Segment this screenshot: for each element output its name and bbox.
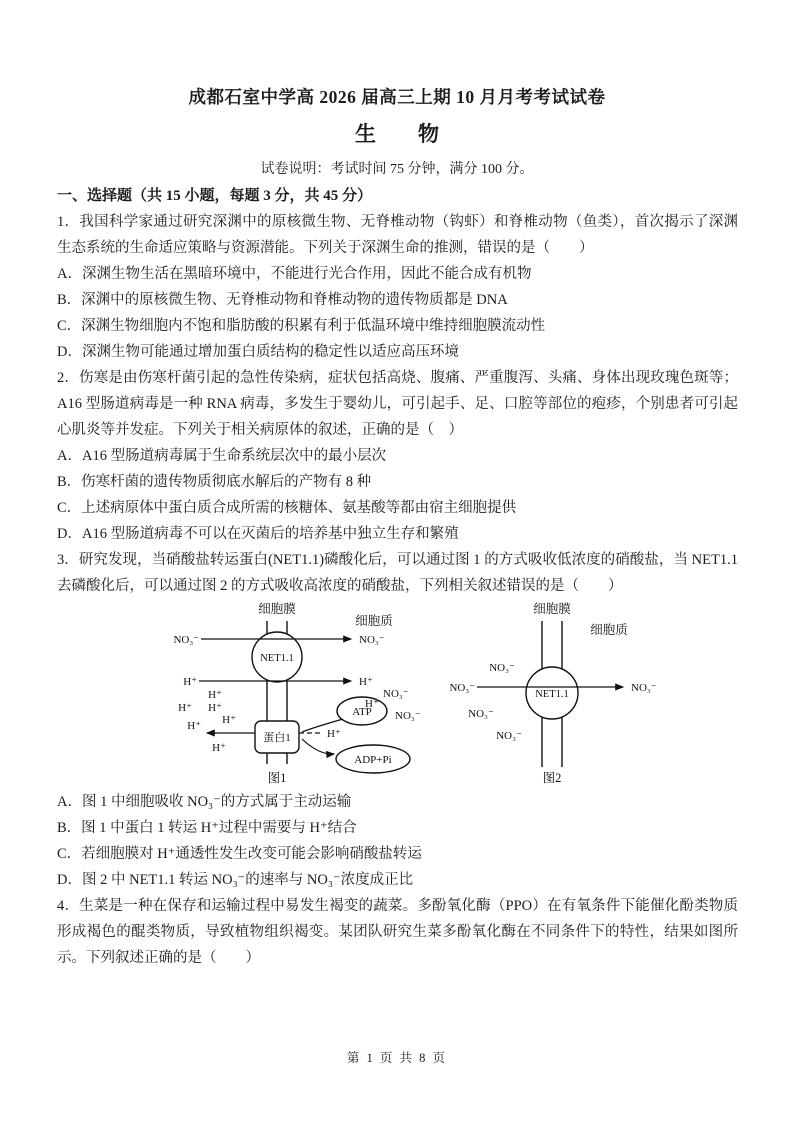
subject-title: 生 物 xyxy=(355,122,439,146)
no3-label: NO₃⁻ xyxy=(496,730,522,742)
figure-2-caption: 图2 xyxy=(542,771,562,785)
cytoplasm-label: 细胞质 xyxy=(355,614,393,628)
transporter-label: NET1.1 xyxy=(260,653,294,664)
no3-label: NO₃⁻ xyxy=(395,710,421,722)
h-label: H⁺ xyxy=(365,698,379,710)
h-label: H⁺ xyxy=(187,720,201,732)
question-1-option-b: B．深渊中的原核微生物、无脊椎动物和脊椎动物的遗传物质都是 DNA xyxy=(57,292,508,308)
atp-label: ATP xyxy=(352,706,372,718)
question-1-option-c: C．深渊生物细胞内不饱和脂肪酸的积累有利于低温环境中维持细胞膜流动性 xyxy=(57,318,546,334)
membrane-label: 细胞膜 xyxy=(258,602,296,616)
question-2-option-a: A．A16 型肠道病毒属于生命系统层次中的最小层次 xyxy=(57,448,387,464)
section-heading: 一、选择题（共 15 小题，每题 3 分，共 45 分） xyxy=(57,188,373,204)
figure-row xyxy=(57,601,738,787)
question-3-option-b: B．图 1 中蛋白 1 转运 H⁺过程中需要与 H⁺结合 xyxy=(57,820,357,836)
cytoplasm-label: 细胞质 xyxy=(590,623,628,637)
question-3-stem: 3．研究发现，当硝酸盐转运蛋白(NET1.1)磷酸化后，可以通过图 1 的方式吸收低浓度的硝酸盐，当 NET1.1 去磷酸化后，可以通过图 2 的方式吸收高浓度的硝酸盐，下列相关叙述错误的是（ ） xyxy=(57,552,738,594)
h-label: H⁺ xyxy=(327,728,341,740)
exam-note: 试卷说明：考试时间 75 分钟，满分 100 分。 xyxy=(260,162,534,177)
h-label: H⁺ xyxy=(183,676,197,688)
question-2-option-c: C．上述病原体中蛋白质合成所需的核糖体、氨基酸等都由宿主细胞提供 xyxy=(57,500,517,516)
question-2-stem: 2．伤寒是由伤寒杆菌引起的急性传染病，症状包括高烧、腹痛、严重腹泻、头痛、身体出现玫瑰色斑等；A16 型肠道病毒是一种 RNA 病毒，多发生于婴幼儿，可引起手、足、口腔等部位的疱疹，个别患者可引起心肌炎等并发症。下列关于相关病原体的叙述，正确的是（ ） xyxy=(57,370,738,438)
protein-label: 蛋白1 xyxy=(263,732,291,744)
no3-label: NO₃⁻ xyxy=(359,634,385,646)
figure-1-caption: 图1 xyxy=(267,771,287,785)
h-label: H⁺ xyxy=(222,714,236,726)
no3-label: NO₃⁻ xyxy=(489,662,515,674)
no3-label: NO₃⁻ xyxy=(173,634,199,646)
question-3-option-d: D．图 2 中 NET1.1 转运 NO₃⁻的速率与 NO₃⁻浓度成正比 xyxy=(57,872,414,888)
h-label: H⁺ xyxy=(178,702,192,714)
question-2-option-d: D．A16 型肠道病毒不可以在灭菌后的培养基中独立生存和繁殖 xyxy=(57,526,459,542)
h-label: H⁺ xyxy=(208,702,222,714)
transporter-label: NET1.1 xyxy=(535,689,569,700)
question-2-option-b: B．伤寒杆菌的遗传物质彻底水解后的产物有 8 种 xyxy=(57,474,372,490)
exam-body xyxy=(57,183,738,971)
question-1-option-d: D．深渊生物可能通过增加蛋白质结构的稳定性以适应高压环境 xyxy=(57,344,459,360)
pump-to-adp-curve xyxy=(302,739,334,754)
no3-label: NO₃⁻ xyxy=(631,682,657,694)
no3-label: NO₃⁻ xyxy=(449,682,475,694)
figure-1-diagram xyxy=(167,601,429,787)
h-label: H⁺ xyxy=(212,742,226,754)
no3-label: NO₃⁻ xyxy=(383,688,409,700)
figure-2-diagram xyxy=(447,601,672,787)
question-3-option-a: A．图 1 中细胞吸收 NO₃⁻的方式属于主动运输 xyxy=(57,794,352,810)
h-label: H⁺ xyxy=(359,676,373,688)
page-title: 成都石室中学高 2026 届高三上期 10 月月考考试试卷 xyxy=(188,87,606,107)
question-3-option-c: C．若细胞膜对 H⁺通透性发生改变可能会影响硝酸盐转运 xyxy=(57,846,422,862)
question-1-stem: 1．我国科学家通过研究深渊中的原核微生物、无脊椎动物（钩虾）和脊椎动物（鱼类），首次揭示了深渊生态系统的生命适应策略与资源潜能。下列关于深渊生命的推测，错误的是（ ） xyxy=(57,214,738,256)
h-label: H⁺ xyxy=(208,689,222,701)
question-1-option-a: A．深渊生物生活在黑暗环境中，不能进行光合作用，因此不能合成有机物 xyxy=(57,266,532,282)
adp-label: ADP+Pi xyxy=(354,754,392,766)
no3-label: NO₃⁻ xyxy=(468,708,494,720)
membrane-label: 细胞膜 xyxy=(533,602,571,616)
page-footer: 第 1 页 共 8 页 xyxy=(346,1051,448,1065)
question-4-stem: 4．生菜是一种在保存和运输过程中易发生褐变的蔬菜。多酚氧化酶（PPO）在有氧条件下能催化酚类物质形成褐色的醌类物质，导致植物组织褐变。某团队研究生菜多酚氧化酶在不同条件下的特性，结果如图所示。下列叙述正确的是（ ） xyxy=(57,898,738,966)
